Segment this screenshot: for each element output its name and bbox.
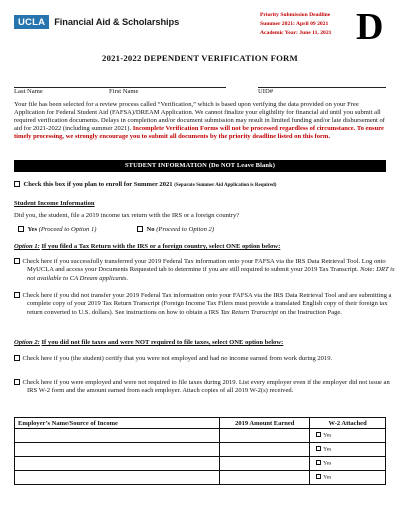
employer-name-cell[interactable] bbox=[15, 429, 220, 443]
logo-mark: UCLA bbox=[14, 15, 49, 29]
tax-return-no-checkbox[interactable] bbox=[137, 226, 143, 232]
amount-earned-cell[interactable] bbox=[220, 429, 310, 443]
intro-warning: Incomplete Verification Forms will not be processed regardless of circumstance. To ensure timely processing, we strongly encourage you to submit all documents by the priority deadline listed on this form. bbox=[14, 124, 384, 140]
yes-note: (Proceed to Option 1) bbox=[38, 226, 97, 233]
employer-name-header: Employer’s Name/Source of Income bbox=[15, 418, 220, 429]
tax-return-yes-checkbox[interactable] bbox=[18, 226, 24, 232]
tax-return-yes-option bbox=[18, 226, 97, 234]
summer-enroll-row bbox=[14, 181, 276, 190]
option1-drt-text: Check here if you successfully transferred your 2019 Federal Tax information onto your FAFSA via the IRS Data Retrieval Tool. Log onto MyUCLA and access your Documents Requested tab to determine if you are still required to submit your 2019 Tax Transcript. bbox=[22, 258, 386, 274]
deadline-summer: Summer 2021: April 09 2021 bbox=[260, 21, 329, 27]
table-row bbox=[15, 471, 386, 485]
student-income-heading: Student Income Information bbox=[14, 200, 95, 207]
amount-earned-cell[interactable] bbox=[220, 457, 310, 471]
option1-heading bbox=[14, 243, 280, 251]
w2-yes-label: Yes bbox=[323, 432, 332, 439]
table-row bbox=[15, 429, 386, 443]
uid-label: UID# bbox=[258, 88, 274, 95]
option1-transcript-text: Check here if you did not transfer your 2019 Federal Tax information onto your FAFSA via the IRS Data Retrieval Tool and are submitting a complete copy of your 2019 Tax Return Transcript (Foreign Income Tax Filers must provide a translated English copy of their foreign tax return converted to U.S. dollars). See instructions on how to obtain a IRS bbox=[22, 292, 392, 316]
employer-name-cell[interactable] bbox=[15, 457, 220, 471]
w2-attached-cell bbox=[310, 471, 386, 485]
no-note: (Proceed to Option 2) bbox=[156, 226, 215, 233]
last-name-label: Last Name bbox=[14, 88, 43, 95]
priority-deadline-block bbox=[260, 11, 331, 38]
intro-paragraph bbox=[14, 101, 386, 141]
intro-body: Your file has been selected for a review process called “Verification,” which is based upon verifying the data provided on your Free Application for Federal Student Aid (FAFSA)/DREAM Application. We cannot finalize your eligibility for financial aid until you submit all required verification documents. Delays in completion and/or document submission may result in limited funding and/or late disbursement of aid for 2021-2022 (including summer 2021). bbox=[14, 101, 385, 132]
w2-yes-checkbox[interactable] bbox=[316, 474, 321, 479]
option1-transcript-checkbox[interactable] bbox=[14, 292, 20, 298]
amount-earned-cell[interactable] bbox=[220, 471, 310, 485]
ucla-logo bbox=[14, 14, 179, 29]
deadline-academic: Academic Year: June 11, 2021 bbox=[260, 30, 332, 36]
table-header-row bbox=[15, 418, 386, 429]
w2-attached-cell bbox=[310, 457, 386, 471]
table-row bbox=[15, 457, 386, 471]
w2-yes-checkbox[interactable] bbox=[316, 432, 321, 437]
option2-heading bbox=[14, 339, 283, 347]
option2-prefix: Option 2: bbox=[14, 339, 40, 346]
option1-prefix: Option 1: bbox=[14, 243, 40, 250]
amount-earned-header: 2019 Amount Earned bbox=[220, 418, 310, 429]
deadline-title: Priority Submission Deadline bbox=[260, 12, 331, 18]
table-row bbox=[15, 443, 386, 457]
yes-label: Yes bbox=[27, 226, 38, 233]
option1-drt-checkbox[interactable] bbox=[14, 258, 20, 264]
uid-input-line[interactable] bbox=[258, 87, 386, 88]
w2-yes-label: Yes bbox=[323, 446, 332, 453]
option2-no-income-item bbox=[14, 355, 399, 363]
amount-earned-cell[interactable] bbox=[220, 443, 310, 457]
option2-no-income-checkbox[interactable] bbox=[14, 355, 20, 361]
w2-attached-cell bbox=[310, 429, 386, 443]
form-letter: D bbox=[356, 6, 384, 48]
tax-return-no-option bbox=[137, 226, 214, 234]
first-name-label: First Name bbox=[109, 88, 139, 95]
no-label: No bbox=[146, 226, 155, 233]
w2-attached-cell bbox=[310, 443, 386, 457]
option2-employed-item bbox=[14, 379, 399, 396]
option1-transcript-item bbox=[14, 292, 399, 317]
w2-yes-checkbox[interactable] bbox=[316, 446, 321, 451]
w2-yes-label: Yes bbox=[323, 474, 332, 481]
w2-attached-header: W-2 Attached bbox=[310, 418, 386, 429]
form-title: 2021-2022 DEPENDENT VERIFICATION FORM bbox=[102, 53, 298, 63]
employer-income-table bbox=[14, 417, 386, 485]
tax-return-question: Did you, the student, file a 2019 income tax return with the IRS or a foreign country? bbox=[14, 212, 240, 219]
student-information-banner: STUDENT INFORMATION (Do NOT Leave Blank) bbox=[14, 160, 386, 172]
summer-enroll-checkbox[interactable] bbox=[14, 181, 20, 187]
summer-enroll-note: (Separate Summer Aid Application is Required) bbox=[174, 183, 277, 188]
w2-yes-checkbox[interactable] bbox=[316, 460, 321, 465]
option2-heading-text: If you did not file taxes and were NOT required to file taxes, select ONE option below: bbox=[41, 339, 284, 346]
option2-employed-text: Check here if you were employed and were not required to file taxes during 2019. List every employer even if the employer did not issue an IRS W-2 form and the amount earned from each employer. Attach copies of all 2019 W-2(s) received. bbox=[22, 379, 390, 395]
option1-drt-item bbox=[14, 258, 399, 283]
option1-drt-note: Note: DRT is not available to CA Dream applicants. bbox=[27, 266, 395, 282]
option1-transcript-italic: Tax Return Transcript bbox=[220, 308, 279, 316]
employer-name-cell[interactable] bbox=[15, 471, 220, 485]
option1-heading-text: If you filed a Tax Return with the IRS or a foreign country, select ONE option below: bbox=[41, 243, 281, 250]
employer-name-cell[interactable] bbox=[15, 443, 220, 457]
option2-employed-checkbox[interactable] bbox=[14, 379, 20, 385]
option2-no-income-text: Check here if you (the student) certify that you were not employed and had no income earned from work during 2019. bbox=[22, 355, 333, 362]
summer-enroll-label: Check this box if you plan to enroll for Summer 2021 bbox=[23, 181, 173, 188]
logo-text: Financial Aid & Scholarships bbox=[54, 16, 180, 27]
w2-yes-label: Yes bbox=[323, 460, 332, 467]
option1-transcript-end: on the Instruction Page. bbox=[279, 308, 342, 316]
